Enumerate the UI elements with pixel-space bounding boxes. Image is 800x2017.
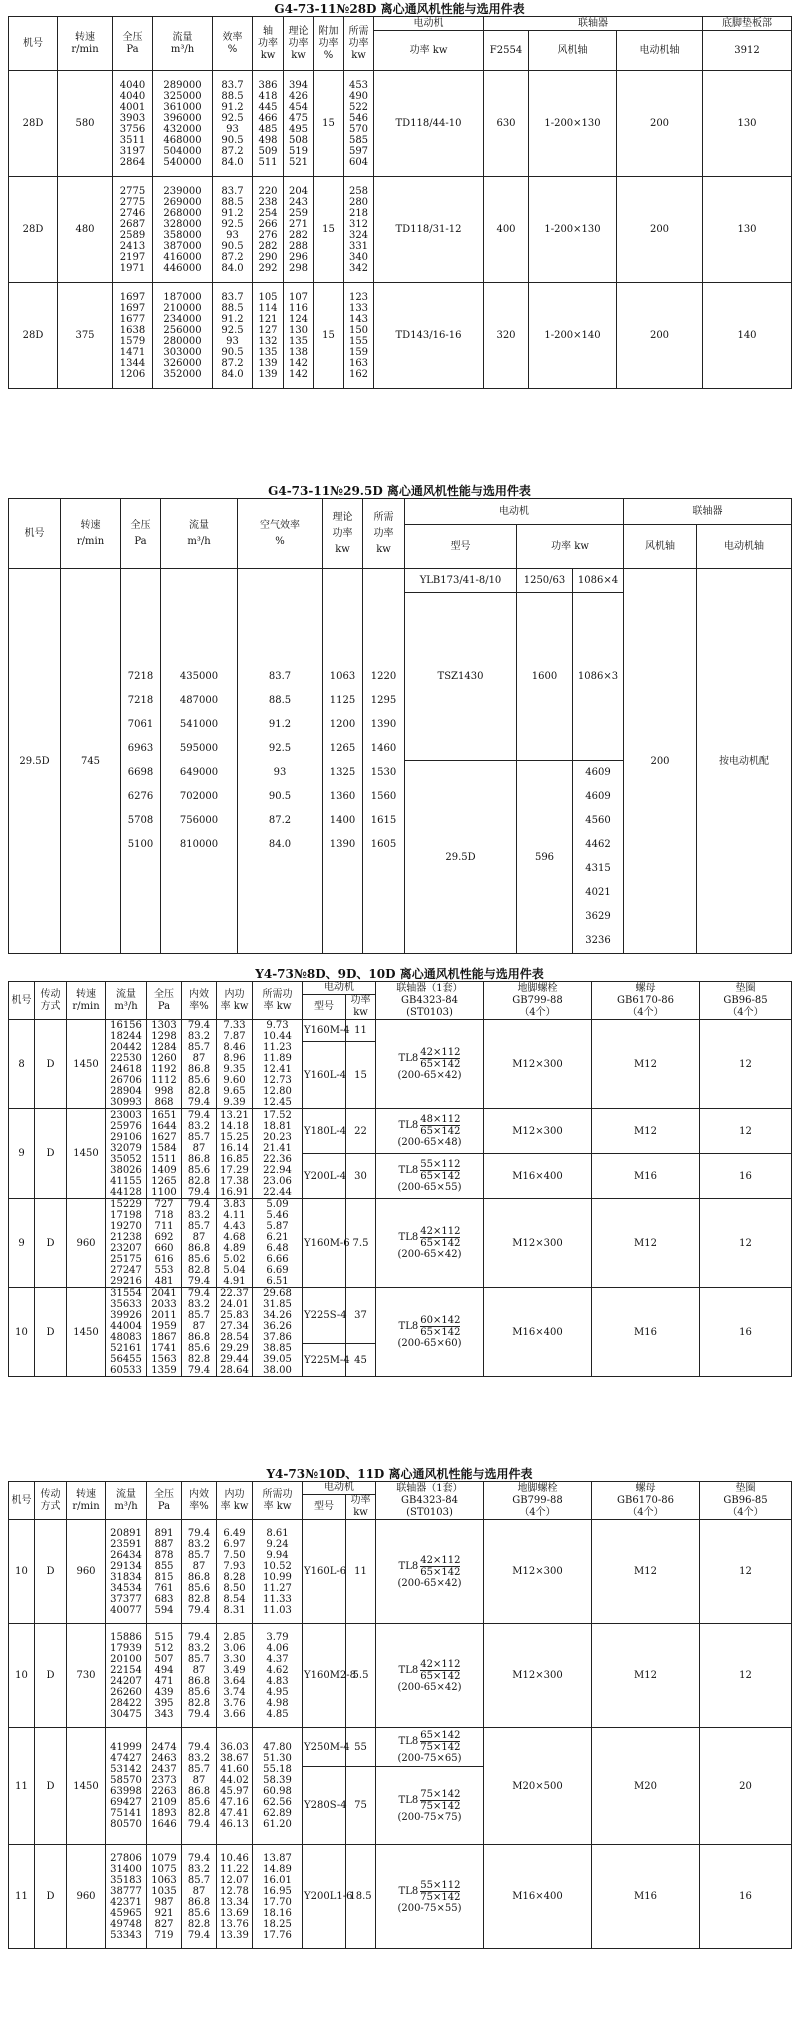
cell-washer: 12 <box>700 1109 792 1154</box>
table-title: Y4-73№8D、9D、10D 离心通风机性能与选用件表 <box>255 967 544 981</box>
cell-no: 10 <box>9 1288 35 1377</box>
performance-table-28d <box>8 16 792 389</box>
header-pressure: 全压 Pa <box>147 982 182 1020</box>
header-no: 机号 <box>9 17 58 71</box>
cell-base: 140 <box>703 283 792 389</box>
cell-flow-list: 23003 25976 29106 32079 35052 38026 41155 44128 <box>106 1109 147 1199</box>
cell-internal-eff-list: 79.4 83.2 85.7 87 86.8 85.6 82.8 79.4 <box>182 1020 217 1109</box>
cell-req-power-list: 3.79 4.06 4.37 4.62 4.83 4.95 4.98 4.85 <box>253 1624 303 1728</box>
performance-table-y4-73-8-10 <box>8 981 792 1377</box>
cell-internal-power-list: 10.46 11.22 12.07 12.78 13.34 13.69 13.76 13.39 <box>217 1845 253 1949</box>
cell-anchor-bolt: M12×300 <box>484 1624 592 1728</box>
cell-pressure-list: 1303 1298 1284 1260 1192 1112 998 868 <box>147 1020 182 1109</box>
cell-pressure-list: 2041 2033 2011 1959 1867 1741 1563 1359 <box>147 1288 182 1377</box>
cell-flow-list: 20891 23591 26434 29134 31834 34534 37377 40077 <box>106 1520 147 1624</box>
cell-washer: 12 <box>700 1020 792 1109</box>
cell-motor-power: 45 <box>346 1344 376 1377</box>
cell-theory-power-list: 394 426 454 475 495 508 519 521 <box>284 71 314 177</box>
header-req-power: 所需功 率 kw <box>253 982 303 1020</box>
cell-theory-power-list: 1063 1125 1200 1265 1325 1360 1400 1390 <box>323 569 363 954</box>
coupling-spec: TL8 $\frac{42\times 112}{65\times 142}$ (200-65×42) <box>397 1226 462 1260</box>
cell-internal-power-list: 7.33 7.87 8.46 8.96 9.35 9.60 9.65 9.39 <box>217 1020 253 1109</box>
cell-req-power-list: 258 280 218 312 324 331 340 342 <box>344 177 374 283</box>
cell-motor-model: TD118/31-12 <box>374 177 484 283</box>
header-req-power: 所需 功率 kw <box>363 499 405 569</box>
cell-speed: 596 <box>517 761 573 954</box>
header-shaft-power: 轴 功率 kw <box>253 17 284 71</box>
cell-fan-shaft: 1-200×140 <box>529 283 617 389</box>
table-29-5d-section <box>8 484 791 954</box>
table-y4-73-10d-11d-section <box>8 1467 791 1949</box>
table-row <box>9 1624 792 1728</box>
coupling-spec: TL8 $\frac{48\times 112}{65\times 142}$ (200-65×48) <box>397 1114 462 1148</box>
cell-no: 28D <box>9 177 58 283</box>
cell-base: 130 <box>703 71 792 177</box>
cell-washer: 12 <box>700 1624 792 1728</box>
header-speed: 转速 r/min <box>58 17 113 71</box>
header-internal-eff: 内效 率% <box>182 1482 217 1520</box>
cell-flow-list: 239000 269000 268000 328000 358000 387000 416000 446000 <box>153 177 213 283</box>
header-no: 机号 <box>9 499 61 569</box>
cell-internal-eff-list: 79.4 83.2 85.7 87 86.8 85.6 82.8 79.4 <box>182 1845 217 1949</box>
cell-pressure-list: 2775 2775 2746 2687 2589 2413 2197 1971 <box>113 177 153 283</box>
cell-coupling <box>376 1767 484 1845</box>
cell-nut: M16 <box>592 1288 700 1377</box>
header-fan-shaft: 风机轴 <box>624 525 697 569</box>
cell-motor-model: Y225S-4 <box>303 1288 346 1344</box>
cell-pressure-list: 1651 1644 1627 1584 1511 1409 1265 1100 <box>147 1109 182 1199</box>
cell-coupling <box>376 1728 484 1767</box>
header-internal-eff: 内效 率% <box>182 982 217 1020</box>
cell-motor-power: 22 <box>346 1109 376 1154</box>
cell-motor-model: Y250M-4 <box>303 1728 346 1767</box>
cell-speed: 960 <box>67 1845 106 1949</box>
coupling-spec: TL8 $\frac{42\times 112}{65\times 142}$ (200-65×42) <box>397 1047 462 1081</box>
cell-motor-model: TSZ1430 <box>405 593 517 761</box>
header-no: 机号 <box>9 1482 35 1520</box>
cell-motor-power: 1600 <box>517 593 573 761</box>
header-power: 功率 kw <box>346 995 376 1020</box>
cell-no: 11 <box>9 1845 35 1949</box>
header-model: 型号 <box>303 995 346 1020</box>
coupling-spec: TL8 $\frac{42\times 112}{65\times 142}$ (200-65×42) <box>397 1658 462 1693</box>
header-speed: 转速 r/min <box>61 499 121 569</box>
cell-motor-power: 30 <box>346 1154 376 1199</box>
cell-coupling <box>376 1199 484 1288</box>
cell-speed: 1450 <box>67 1728 106 1845</box>
cell-flow-list: 27806 31400 35183 38777 42371 45965 49748 53343 <box>106 1845 147 1949</box>
coupling-spec: TL8 $\frac{60\times 142}{65\times 142}$ (200-65×60) <box>397 1315 462 1349</box>
cell-motor-model: Y160L-4 <box>303 1042 346 1109</box>
header-model: 型号 <box>405 525 517 569</box>
header-motor: 电动机 <box>303 1482 376 1495</box>
cell-internal-eff-list: 79.4 83.2 85.7 87 86.8 85.6 82.8 79.4 <box>182 1288 217 1377</box>
header-pressure: 全压 Pa <box>147 1482 182 1520</box>
cell-no: 8 <box>9 1020 35 1109</box>
cell-anchor-bolt: M16×400 <box>484 1288 592 1377</box>
cell-coupling <box>376 1520 484 1624</box>
cell-drive: D <box>35 1020 67 1109</box>
header-power: 功率 kw <box>517 525 624 569</box>
cell-motor-model: Y280S-4 <box>303 1767 346 1845</box>
table-title: G4-73-11№29.5D 离心通风机性能与选用件表 <box>268 484 531 498</box>
cell-internal-eff-list: 79.4 83.2 85.7 87 86.8 85.6 82.8 79.4 <box>182 1199 217 1288</box>
coupling-spec: TL8 $\frac{75\times 142}{75\times 142}$ (200-75×75) <box>397 1788 462 1823</box>
coupling-spec: TL8 $\frac{55\times 112}{75\times 142}$ (200-75×55) <box>397 1879 462 1914</box>
cell-coupling: 1086×3 <box>573 593 624 761</box>
cell-drive: D <box>35 1288 67 1377</box>
cell-f2554: 400 <box>484 177 529 283</box>
cell-efficiency-list: 83.7 88.5 91.2 92.5 93 90.5 87.2 84.0 <box>213 177 253 283</box>
cell-motor-shaft: 按电动机配 <box>697 569 792 954</box>
header-motor: 电动机 <box>374 17 484 31</box>
cell-fan-shaft: 1-200×130 <box>529 71 617 177</box>
cell-add-power: 15 <box>314 177 344 283</box>
cell-internal-eff-list: 79.4 83.2 85.7 87 86.8 85.6 82.8 79.4 <box>182 1728 217 1845</box>
cell-add-power: 15 <box>314 283 344 389</box>
header-req-power: 所需 功率 kw <box>344 17 374 71</box>
cell-anchor-bolt: M16×400 <box>484 1154 592 1199</box>
cell-motor-power: 37 <box>346 1288 376 1344</box>
header-nut: 螺母 GB6170-86 （4个） <box>592 1482 700 1520</box>
header-theory-power: 理论 功率 kw <box>323 499 363 569</box>
cell-pressure-list: 1697 1697 1677 1638 1579 1471 1344 1206 <box>113 283 153 389</box>
header-washer: 垫圈 GB96-85 （4个） <box>700 982 792 1020</box>
table-title: G4-73-11№28D 离心通风机性能与选用件表 <box>274 2 525 16</box>
cell-motor-power: 5.5 <box>346 1624 376 1728</box>
header-speed: 转速 r/min <box>67 982 106 1020</box>
cell-no: 29.5D <box>405 761 517 954</box>
performance-table-y4-73-10-11 <box>8 1481 792 1949</box>
cell-motor-power: 75 <box>346 1767 376 1845</box>
cell-motor-model: Y180L-4 <box>303 1109 346 1154</box>
header-theory-power: 理论 功率 kw <box>284 17 314 71</box>
cell-internal-eff-list: 79.4 83.2 85.7 87 86.8 85.6 82.8 79.4 <box>182 1624 217 1728</box>
header-motor-shaft: 电动机轴 <box>617 31 703 71</box>
cell-efficiency-list: 83.7 88.5 91.2 92.5 93 90.5 87.2 84.0 <box>238 569 323 954</box>
cell-pressure-list: 4040 4040 4001 3903 3756 3511 3197 2864 <box>113 71 153 177</box>
cell-flow-list: 15886 17939 20100 22154 24207 26260 28422 30475 <box>106 1624 147 1728</box>
performance-table-29-5d <box>8 498 792 954</box>
cell-coupling <box>376 1624 484 1728</box>
header-pressure: 全压 Pa <box>121 499 161 569</box>
cell-no: 11 <box>9 1728 35 1845</box>
cell-motor-power: 1250/63 <box>517 569 573 593</box>
table-row <box>9 71 792 177</box>
cell-drive: D <box>35 1520 67 1624</box>
cell-anchor-bolt: M16×400 <box>484 1845 592 1949</box>
cell-motor-model: Y160M-4 <box>303 1020 346 1042</box>
table-row <box>9 1199 792 1288</box>
coupling-spec: TL8 $\frac{42\times 112}{65\times 142}$ (200-65×42) <box>397 1554 462 1589</box>
cell-no: 9 <box>9 1199 35 1288</box>
cell-req-power-list: 5.09 5.46 5.87 6.21 6.48 6.66 6.69 6.51 <box>253 1199 303 1288</box>
cell-internal-power-list: 6.49 6.97 7.50 7.93 8.28 8.50 8.54 8.31 <box>217 1520 253 1624</box>
cell-f2554: 320 <box>484 283 529 389</box>
cell-washer: 16 <box>700 1154 792 1199</box>
cell-flow-list: 31554 35633 39926 44004 48083 52161 56455 60533 <box>106 1288 147 1377</box>
header-coupling: 联轴器 <box>484 17 703 31</box>
cell-nut: M16 <box>592 1154 700 1199</box>
header-power: 功率 kw <box>346 1495 376 1520</box>
cell-anchor-bolt: M12×300 <box>484 1199 592 1288</box>
cell-flow-list: 41999 47427 53142 58570 63998 69427 75141 80570 <box>106 1728 147 1845</box>
cell-coupling <box>376 1109 484 1154</box>
cell-req-power-list: 453 490 522 546 570 585 597 604 <box>344 71 374 177</box>
cell-drive: D <box>35 1624 67 1728</box>
header-base: 底脚垫板部 <box>703 17 792 31</box>
header-speed: 转速 r/min <box>67 1482 106 1520</box>
cell-f2554: 630 <box>484 71 529 177</box>
header-nut: 螺母 GB6170-86 （4个） <box>592 982 700 1020</box>
cell-anchor-bolt: M12×300 <box>484 1020 592 1109</box>
cell-flow-list: 187000 210000 234000 256000 280000 303000 326000 352000 <box>153 283 213 389</box>
coupling-spec: TL8 $\frac{55\times 112}{65\times 142}$ (200-65×55) <box>397 1159 462 1193</box>
cell-anchor-bolt: M20×500 <box>484 1728 592 1845</box>
cell-speed: 745 <box>61 569 121 954</box>
table-row <box>9 1109 792 1154</box>
cell-coupling <box>376 1154 484 1199</box>
cell-shaft-power-list: 105 114 121 127 132 135 139 139 <box>253 283 284 389</box>
cell-nut: M20 <box>592 1728 700 1845</box>
header-internal-power: 内功 率 kw <box>217 982 253 1020</box>
table-row <box>9 1845 792 1949</box>
cell-shaft-power-list: 386 418 445 466 485 498 509 511 <box>253 71 284 177</box>
cell-washer: 12 <box>700 1520 792 1624</box>
cell-req-power-list: 17.52 18.81 20.23 21.41 22.36 22.94 23.06 22.44 <box>253 1109 303 1199</box>
cell-motor-model: Y160M-6 <box>303 1199 346 1288</box>
header-no: 机号 <box>9 982 35 1020</box>
table-row <box>9 1520 792 1624</box>
cell-req-power-list: 8.61 9.24 9.94 10.52 10.99 11.27 11.33 11.03 <box>253 1520 303 1624</box>
cell-internal-power-list: 13.21 14.18 15.25 16.14 16.85 17.29 17.38 16.91 <box>217 1109 253 1199</box>
cell-speed: 480 <box>58 177 113 283</box>
cell-washer: 16 <box>700 1845 792 1949</box>
cell-speed: 375 <box>58 283 113 389</box>
table-row <box>9 283 792 389</box>
header-flow: 流量 m³/h <box>106 1482 147 1520</box>
cell-req-power-list: 1220 1295 1390 1460 1530 1560 1615 1605 <box>363 569 405 954</box>
cell-internal-power-list: 3.83 4.11 4.43 4.68 4.89 5.02 5.04 4.91 <box>217 1199 253 1288</box>
cell-motor-power: 11 <box>346 1520 376 1624</box>
cell-nut: M12 <box>592 1020 700 1109</box>
cell-internal-power-list: 2.85 3.06 3.30 3.49 3.64 3.74 3.76 3.66 <box>217 1624 253 1728</box>
table-row <box>9 1288 792 1344</box>
cell-internal-eff-list: 79.4 83.2 85.7 87 86.8 85.6 82.8 79.4 <box>182 1109 217 1199</box>
cell-drive: D <box>35 1199 67 1288</box>
cell-internal-power-list: 36.03 38.67 41.60 44.02 45.97 47.16 47.41 46.13 <box>217 1728 253 1845</box>
cell-pressure-list: 7218 7218 7061 6963 6698 6276 5708 5100 <box>121 569 161 954</box>
cell-pressure-list: 2474 2463 2437 2373 2263 2109 1893 1646 <box>147 1728 182 1845</box>
cell-anchor-bolt: M12×300 <box>484 1109 592 1154</box>
cell-no: 10 <box>9 1624 35 1728</box>
cell-motor-shaft: 200 <box>617 177 703 283</box>
cell-req-power-list: 13.87 14.89 16.01 16.95 17.70 18.16 18.25 17.76 <box>253 1845 303 1949</box>
cell-washer: 12 <box>700 1199 792 1288</box>
cell-motor-model: Y160L-6 <box>303 1520 346 1624</box>
cell-fan-shaft: 200 <box>624 569 697 954</box>
cell-motor-model: TD143/16-16 <box>374 283 484 389</box>
cell-speed: 960 <box>67 1520 106 1624</box>
header-flow: 流量 m³/h <box>161 499 238 569</box>
cell-motor-power: 7.5 <box>346 1199 376 1288</box>
header-motor: 电动机 <box>405 499 624 525</box>
cell-motor-power: 15 <box>346 1042 376 1109</box>
cell-washer: 16 <box>700 1288 792 1377</box>
cell-efficiency-list: 83.7 88.5 91.2 92.5 93 90.5 87.2 84.0 <box>213 283 253 389</box>
header-flow: 流量 m³/h <box>106 982 147 1020</box>
header-anchor-bolt: 地脚螺栓 GB799-88 （4个） <box>484 982 592 1020</box>
table-title: Y4-73№10D、11D 离心通风机性能与选用件表 <box>266 1467 533 1481</box>
cell-motor-power: 18.5 <box>346 1845 376 1949</box>
header-coupling: 联轴器（1套） GB4323-84 (ST0103) <box>376 1482 484 1520</box>
cell-motor-model: Y225M-4 <box>303 1344 346 1377</box>
cell-motor-model: Y200L-4 <box>303 1154 346 1199</box>
table-28d-section <box>8 2 791 389</box>
cell-nut: M16 <box>592 1845 700 1949</box>
cell-washer: 20 <box>700 1728 792 1845</box>
cell-motor-model: Y200L1-6 <box>303 1845 346 1949</box>
cell-req-power-list: 9.73 10.44 11.23 11.89 12.41 12.73 12.80 12.45 <box>253 1020 303 1109</box>
cell-fan-shaft: 1-200×130 <box>529 177 617 283</box>
cell-drive: D <box>35 1109 67 1199</box>
cell-base: 130 <box>703 177 792 283</box>
header-anchor-bolt: 地脚螺栓 GB799-88 （4个） <box>484 1482 592 1520</box>
cell-flow-list: 16156 18244 20442 22530 24618 26706 28904 30993 <box>106 1020 147 1109</box>
cell-motor-shaft: 200 <box>617 283 703 389</box>
cell-flow-list: 289000 325000 361000 396000 432000 468000 504000 540000 <box>153 71 213 177</box>
cell-theory-power-list: 204 243 259 271 282 288 296 298 <box>284 177 314 283</box>
cell-req-power-list: 29.68 31.85 34.26 36.26 37.86 38.85 39.05 38.00 <box>253 1288 303 1377</box>
cell-internal-power-list: 22.37 24.01 25.83 27.34 28.54 29.29 29.44 28.64 <box>217 1288 253 1377</box>
header-drive: 传动 方式 <box>35 1482 67 1520</box>
table-row <box>9 1020 792 1042</box>
cell-nut: M12 <box>592 1520 700 1624</box>
cell-pressure-list: 515 512 507 494 471 439 395 343 <box>147 1624 182 1728</box>
cell-flow-list: 435000 487000 541000 595000 649000 702000 756000 810000 <box>161 569 238 954</box>
cell-shaft-power-list: 220 238 254 266 276 282 290 292 <box>253 177 284 283</box>
cell-drive: D <box>35 1728 67 1845</box>
header-efficiency: 效率 % <box>213 17 253 71</box>
header-model: 型号 <box>303 1495 346 1520</box>
cell-no: 29.5D <box>9 569 61 954</box>
cell-nut: M12 <box>592 1199 700 1288</box>
cell-flow-list: 15229 17198 19270 21238 23207 25175 27247 29216 <box>106 1199 147 1288</box>
cell-speed: 960 <box>67 1199 106 1288</box>
cell-no: 28D <box>9 71 58 177</box>
cell-motor-shaft: 200 <box>617 71 703 177</box>
cell-coupling <box>376 1845 484 1949</box>
cell-nut: M12 <box>592 1109 700 1154</box>
cell-coupling <box>376 1288 484 1377</box>
cell-motor-power: 11 <box>346 1020 376 1042</box>
cell-anchor-bolt: M12×300 <box>484 1520 592 1624</box>
header-base-code: 3912 <box>703 31 792 71</box>
table-row <box>9 177 792 283</box>
header-add-power: 附加 功率 % <box>314 17 344 71</box>
header-req-power: 所需功 率 kw <box>253 1482 303 1520</box>
cell-speed: 1450 <box>67 1288 106 1377</box>
header-washer: 垫圈 GB96-85 （4个） <box>700 1482 792 1520</box>
cell-no: 9 <box>9 1109 35 1199</box>
cell-add-power: 15 <box>314 71 344 177</box>
cell-pressure-list: 891 887 878 855 815 761 683 594 <box>147 1520 182 1624</box>
header-drive: 传动 方式 <box>35 982 67 1020</box>
header-flow: 流量 m³/h <box>153 17 213 71</box>
header-motor-shaft: 电动机轴 <box>697 525 792 569</box>
header-fan-shaft: 风机轴 <box>529 31 617 71</box>
cell-drive: D <box>35 1845 67 1949</box>
cell-motor-model: YLB173/41-8/10 <box>405 569 517 593</box>
table-row <box>9 1728 792 1767</box>
cell-pressure-list: 4609 4609 4560 4462 4315 4021 3629 3236 <box>573 761 624 954</box>
cell-internal-eff-list: 79.4 83.2 85.7 87 86.8 85.6 82.8 79.4 <box>182 1520 217 1624</box>
cell-motor-power: 55 <box>346 1728 376 1767</box>
table-y4-73-8d-10d-section <box>8 967 791 1377</box>
cell-req-power-list: 123 133 143 150 155 159 163 162 <box>344 283 374 389</box>
table-row <box>9 569 792 593</box>
coupling-spec: TL8 $\frac{65\times 142}{75\times 142}$ (200-75×65) <box>397 1730 462 1764</box>
cell-no: 28D <box>9 283 58 389</box>
header-motor-power: 功率 kw <box>374 31 484 71</box>
cell-speed: 1450 <box>67 1109 106 1199</box>
cell-theory-power-list: 107 116 124 130 135 138 142 142 <box>284 283 314 389</box>
header-coupling: 联轴器 <box>624 499 792 525</box>
cell-pressure-list: 727 718 711 692 660 616 553 481 <box>147 1199 182 1288</box>
header-pressure: 全压 Pa <box>113 17 153 71</box>
header-motor: 电动机 <box>303 982 376 995</box>
cell-efficiency-list: 83.7 88.5 91.2 92.5 93 90.5 87.2 84.0 <box>213 71 253 177</box>
cell-motor-model: Y160M2-8 <box>303 1624 346 1728</box>
header-air-efficiency: 空气效率 % <box>238 499 323 569</box>
header-f2554: F2554 <box>484 31 529 71</box>
cell-pressure-list: 1079 1075 1063 1035 987 921 827 719 <box>147 1845 182 1949</box>
cell-speed: 1450 <box>67 1020 106 1109</box>
cell-nut: M12 <box>592 1624 700 1728</box>
header-internal-power: 内功 率 kw <box>217 1482 253 1520</box>
cell-speed: 730 <box>67 1624 106 1728</box>
cell-req-power-list: 47.80 51.30 55.18 58.39 60.98 62.56 62.89 61.20 <box>253 1728 303 1845</box>
cell-coupling <box>376 1020 484 1109</box>
header-coupling: 联轴器（1套） GB4323-84 (ST0103) <box>376 982 484 1020</box>
cell-coupling: 1086×4 <box>573 569 624 593</box>
cell-motor-model: TD118/44-10 <box>374 71 484 177</box>
cell-speed: 580 <box>58 71 113 177</box>
cell-no: 10 <box>9 1520 35 1624</box>
